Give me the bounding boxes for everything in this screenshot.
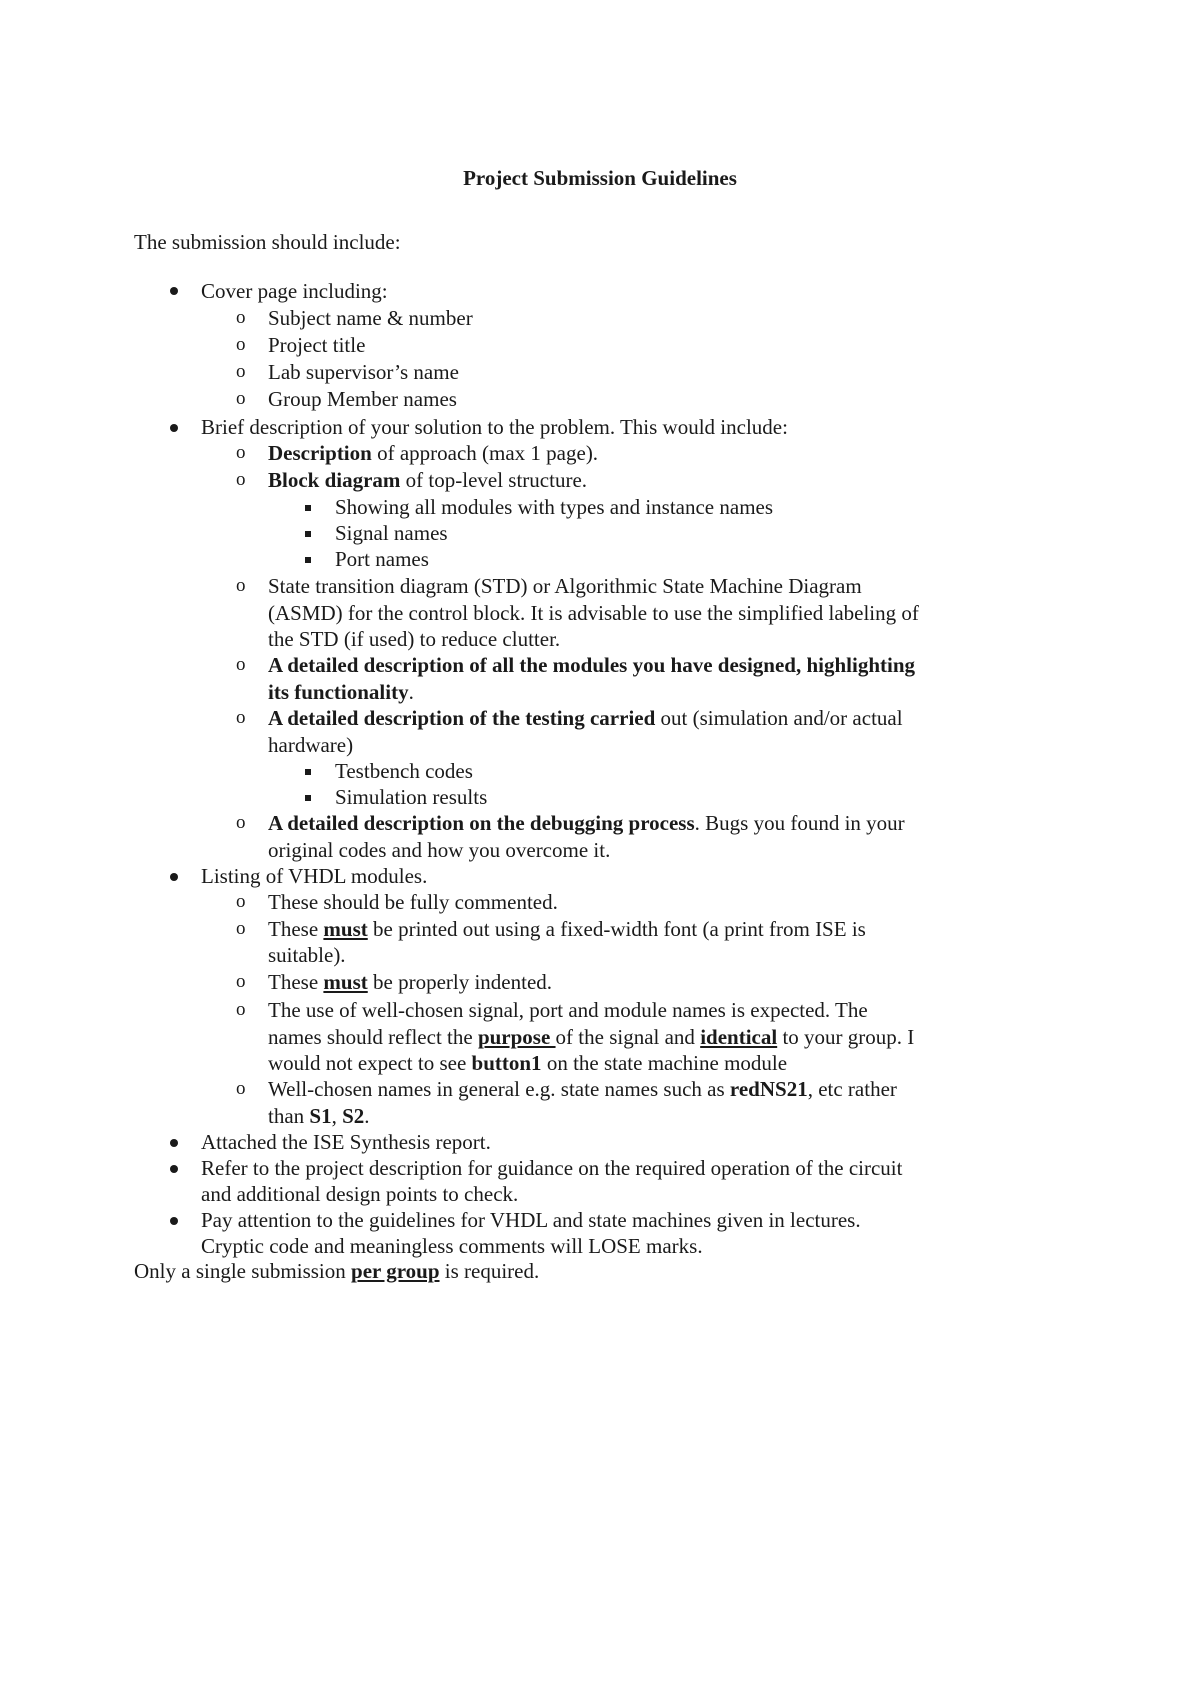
square-bullet-icon bbox=[305, 519, 311, 547]
circle-bullet-icon: o bbox=[236, 334, 246, 355]
circle-bullet-icon: o bbox=[236, 812, 246, 833]
circle-bullet-icon: o bbox=[236, 654, 246, 675]
circle-bullet-icon: o bbox=[236, 442, 246, 463]
list-item-attention-line2: Cryptic code and meaningless comments will LOSE marks. bbox=[201, 1234, 703, 1258]
square-bullet-icon bbox=[305, 493, 311, 521]
circle-bullet-icon: o bbox=[236, 891, 246, 912]
list-item-std-line2: (ASMD) for the control block. It is advisable to use the simplified labeling of bbox=[268, 601, 919, 625]
circle-bullet-icon: o bbox=[236, 361, 246, 382]
circle-bullet-icon: o bbox=[236, 307, 246, 328]
circle-bullet-icon: o bbox=[236, 1078, 246, 1099]
list-item-state-names-line1: Well-chosen names in general e.g. state names such as redNS21, etc rather bbox=[268, 1077, 897, 1101]
bullet-icon bbox=[170, 1206, 178, 1234]
list-item-indented: These must be properly indented. bbox=[268, 970, 553, 994]
list-item-testing-line2: hardware) bbox=[268, 733, 354, 757]
circle-bullet-icon: o bbox=[236, 971, 246, 992]
circle-bullet-icon: o bbox=[236, 575, 246, 596]
list-item-vhdl-listing: Listing of VHDL modules. bbox=[201, 864, 428, 888]
list-item-cover-page: Cover page including: bbox=[201, 279, 388, 303]
circle-bullet-icon: o bbox=[236, 469, 246, 490]
list-item-testing-line1: A detailed description of the testing carried out (simulation and/or actual bbox=[268, 706, 903, 730]
bullet-icon bbox=[170, 1154, 178, 1182]
list-item-attention-line1: Pay attention to the guidelines for VHDL and state machines given in lectures. bbox=[201, 1208, 861, 1232]
document-title: Project Submission Guidelines bbox=[463, 166, 737, 190]
list-item-synthesis-report: Attached the ISE Synthesis report. bbox=[201, 1130, 491, 1154]
intro-text: The submission should include: bbox=[134, 230, 401, 254]
circle-bullet-icon: o bbox=[236, 918, 246, 939]
list-item-std-line1: State transition diagram (STD) or Algorithmic State Machine Diagram bbox=[268, 574, 862, 598]
list-item-description-approach: Description of approach (max 1 page). bbox=[268, 441, 599, 465]
list-item-names-line2: names should reflect the purpose of the signal and identical to your group. I bbox=[268, 1025, 915, 1049]
list-item-std-line3: the STD (if used) to reduce clutter. bbox=[268, 627, 561, 651]
list-item-state-names-line2: than S1, S2. bbox=[268, 1104, 370, 1128]
circle-bullet-icon: o bbox=[236, 388, 246, 409]
list-item-debugging-line2: original codes and how you overcome it. bbox=[268, 838, 611, 862]
square-bullet-icon bbox=[305, 757, 311, 785]
list-item-commented: These should be fully commented. bbox=[268, 890, 558, 914]
list-item-testbench: Testbench codes bbox=[335, 759, 473, 783]
list-item-port-names: Port names bbox=[335, 547, 429, 571]
list-item-signal-names: Signal names bbox=[335, 521, 448, 545]
square-bullet-icon bbox=[305, 783, 311, 811]
list-item-refer-line2: and additional design points to check. bbox=[201, 1182, 519, 1206]
circle-bullet-icon: o bbox=[236, 999, 246, 1020]
list-item-names-line3: would not expect to see button1 on the state machine module bbox=[268, 1051, 788, 1075]
list-item-modules-description-line2: its functionality. bbox=[268, 680, 414, 704]
list-item-brief-description: Brief description of your solution to the problem. This would include: bbox=[201, 415, 788, 439]
list-item-simulation: Simulation results bbox=[335, 785, 488, 809]
square-bullet-icon bbox=[305, 545, 311, 573]
list-item-fixed-width-line1: These must be printed out using a fixed-width font (a print from ISE is bbox=[268, 917, 866, 941]
bullet-icon bbox=[170, 862, 178, 890]
list-item-names-line1: The use of well-chosen signal, port and module names is expected. The bbox=[268, 998, 868, 1022]
list-item-project-title: Project title bbox=[268, 333, 366, 357]
list-item-modules: Showing all modules with types and instance names bbox=[335, 495, 774, 519]
list-item-block-diagram: Block diagram of top-level structure. bbox=[268, 468, 588, 492]
list-item-subject: Subject name & number bbox=[268, 306, 473, 330]
list-item-debugging-line1: A detailed description on the debugging process. Bugs you found in your bbox=[268, 811, 905, 835]
list-item-refer-line1: Refer to the project description for guidance on the required operation of the circuit bbox=[201, 1156, 903, 1180]
circle-bullet-icon: o bbox=[236, 707, 246, 728]
list-item-members: Group Member names bbox=[268, 387, 457, 411]
list-item-modules-description-line1: A detailed description of all the modules you have designed, highlighting bbox=[268, 653, 916, 677]
list-item-fixed-width-line2: suitable). bbox=[268, 943, 346, 967]
outro-text: Only a single submission per group is required. bbox=[134, 1259, 540, 1283]
bullet-icon bbox=[170, 413, 178, 441]
bullet-icon bbox=[170, 1128, 178, 1156]
list-item-supervisor: Lab supervisor’s name bbox=[268, 360, 459, 384]
bullet-icon bbox=[170, 276, 178, 304]
